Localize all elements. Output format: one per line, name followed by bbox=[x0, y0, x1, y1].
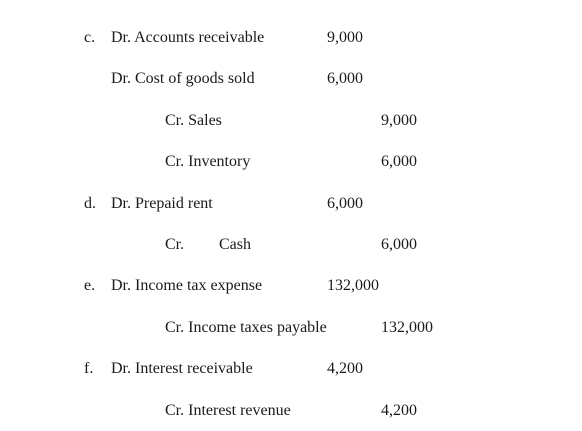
entry-letter-e: e. bbox=[84, 277, 96, 294]
debit-amount: 9,000 bbox=[327, 29, 363, 46]
credit-prefix: Cr. bbox=[165, 236, 185, 253]
debit-account-accounts-receivable: Dr. Accounts receivable bbox=[111, 29, 265, 46]
credit-account-income-taxes-payable: Cr. Income taxes payable bbox=[165, 319, 327, 336]
debit-amount: 132,000 bbox=[327, 277, 379, 294]
entry-letter-c: c. bbox=[84, 29, 96, 46]
credit-amount: 132,000 bbox=[381, 319, 433, 336]
credit-account-cash: Cash bbox=[219, 236, 251, 253]
credit-amount: 4,200 bbox=[381, 402, 417, 419]
debit-account-prepaid-rent: Dr. Prepaid rent bbox=[111, 195, 213, 212]
debit-account-income-tax-expense: Dr. Income tax expense bbox=[111, 277, 263, 294]
credit-account-interest-revenue: Cr. Interest revenue bbox=[165, 402, 291, 419]
entry-letter-d: d. bbox=[84, 195, 96, 212]
debit-account-cost-of-goods-sold: Dr. Cost of goods sold bbox=[111, 70, 255, 87]
entry-letter-f: f. bbox=[84, 360, 94, 377]
credit-account-inventory: Cr. Inventory bbox=[165, 153, 251, 170]
credit-amount: 6,000 bbox=[381, 236, 417, 253]
debit-account-interest-receivable: Dr. Interest receivable bbox=[111, 360, 253, 377]
debit-amount: 6,000 bbox=[327, 195, 363, 212]
credit-amount: 6,000 bbox=[381, 153, 417, 170]
credit-amount: 9,000 bbox=[381, 112, 417, 129]
debit-amount: 6,000 bbox=[327, 70, 363, 87]
debit-amount: 4,200 bbox=[327, 360, 363, 377]
credit-account-sales: Cr. Sales bbox=[165, 112, 222, 129]
